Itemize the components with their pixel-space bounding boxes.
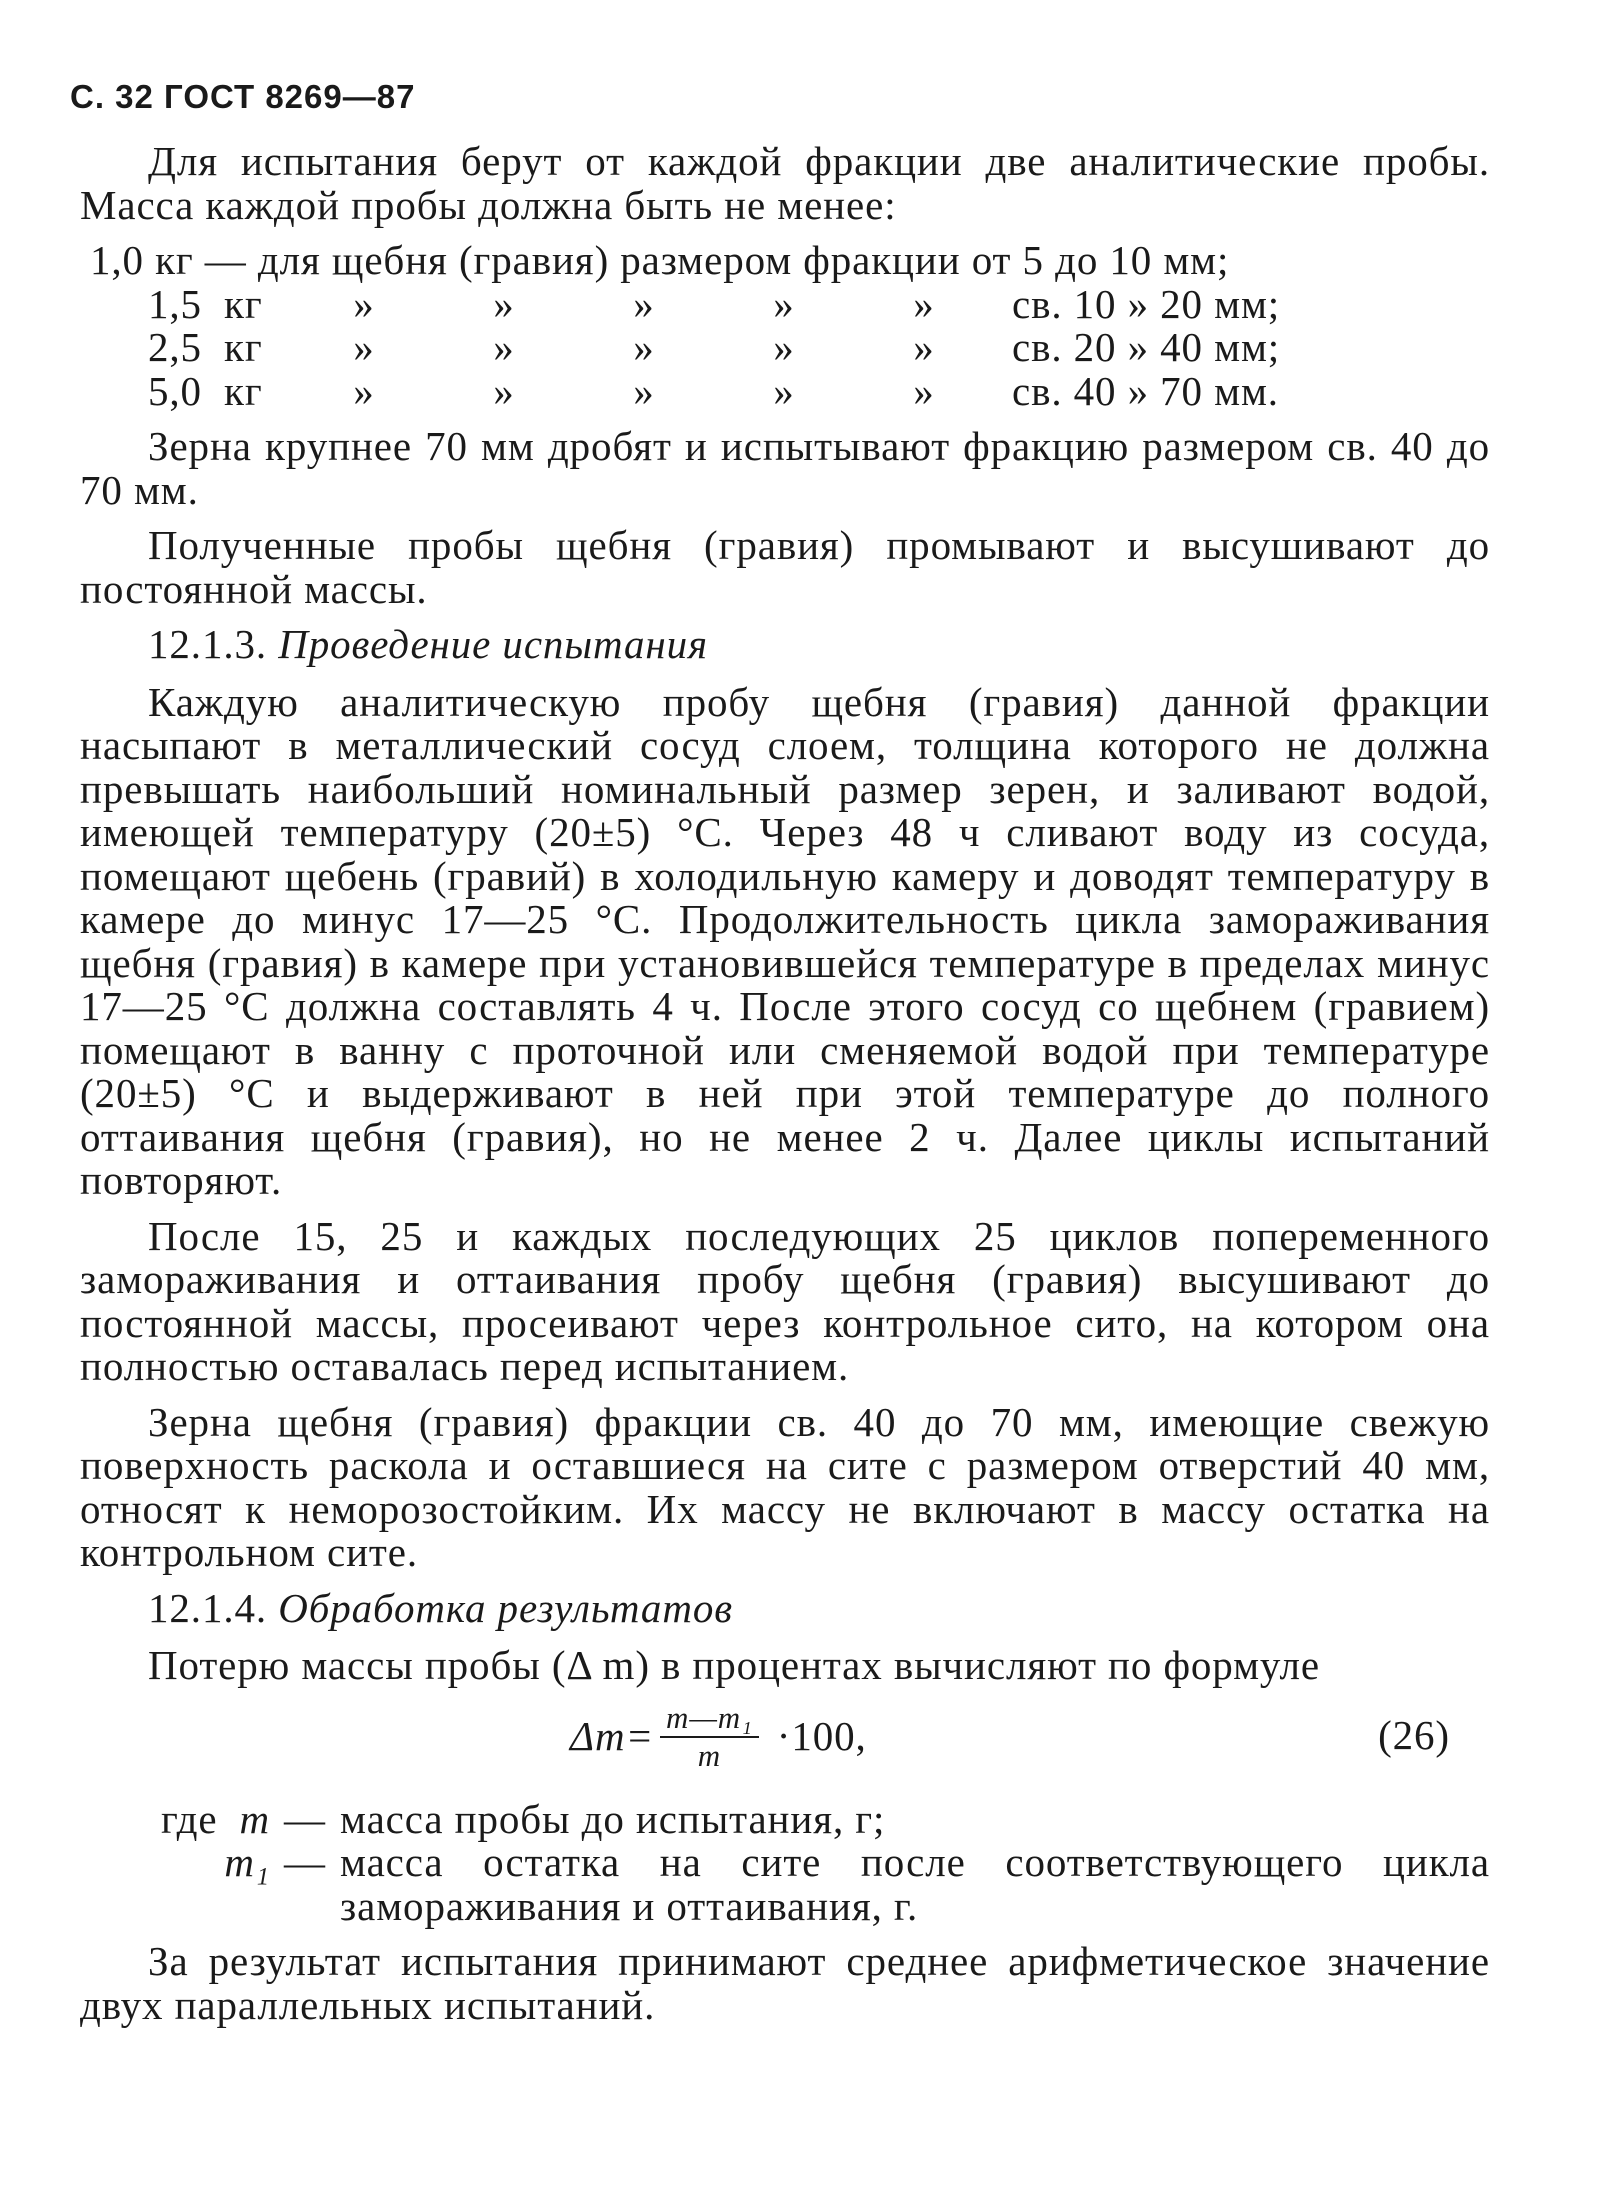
mass-row xyxy=(80,283,1280,327)
intro-paragraph: Для испытания берут от каждой фракции две аналитические пробы. Масса каждой пробы должна быть не менее: xyxy=(80,138,1490,228)
section-number: 12.1.4. xyxy=(148,1584,268,1631)
mass-row xyxy=(80,239,1280,283)
mass-loss-formula xyxy=(570,1700,867,1774)
formula-fraction xyxy=(660,1700,759,1774)
section-title: Проведение испытания xyxy=(278,621,709,667)
ditto-mark: » xyxy=(493,367,515,414)
mass-row xyxy=(80,370,1280,414)
fraction-range: св. 10 » 20 мм; xyxy=(1012,280,1281,327)
ditto-mark: » xyxy=(353,280,375,327)
ditto-mark: » xyxy=(773,280,795,327)
section-heading-12-1-3 xyxy=(80,623,1490,667)
grains-paragraph: Зерна щебня (гравия) фракции св. 40 до 70 мм, имеющие свежую поверхность раскола и оставшиеся на сите с размером отверстий 40 мм, относят к неморозостойким. Их массу не включают в массу остатка на контрольном сите. xyxy=(80,1398,1490,1575)
mass-unit: кг xyxy=(224,367,263,414)
mass-row xyxy=(80,326,1280,370)
document-body xyxy=(80,140,1490,2039)
mass-unit: кг xyxy=(224,280,263,327)
definition-row xyxy=(80,1841,1490,1928)
definition-text: масса пробы до испытания, г; xyxy=(340,1795,886,1842)
ditto-mark: » xyxy=(913,280,935,327)
ditto-mark: » xyxy=(773,367,795,414)
where-label: где xyxy=(160,1795,218,1842)
result-paragraph: За результат испытания принимают среднее арифметическое значение двух параллельных испытаний. xyxy=(80,1938,1490,2028)
section-number: 12.1.3. xyxy=(148,621,268,667)
page-header: С. 32 ГОСТ 8269—87 xyxy=(70,78,416,115)
formula-lhs: Δm= xyxy=(570,1712,655,1759)
mass-value: 1,5 xyxy=(148,280,202,327)
definition-dash: — xyxy=(284,1839,326,1885)
ditto-mark: » xyxy=(353,367,375,414)
formula-denominator: m xyxy=(697,1737,722,1773)
ditto-mark: » xyxy=(633,367,655,414)
definition-dash: — xyxy=(284,1795,326,1842)
section-heading-12-1-4 xyxy=(80,1584,1490,1631)
ditto-mark: » xyxy=(493,324,515,370)
mass-unit: кг xyxy=(224,324,263,370)
variable-definitions xyxy=(80,1795,1490,1929)
ditto-mark: » xyxy=(493,280,515,327)
procedure-paragraph: Каждую аналитическую пробу щебня (гравия) данной фракции насыпают в металлический сосуд слоем, толщина которого не должна превышать наибольший номинальный размер зерен, и заливают водой, имеющей температуру (20±5) °С. Через 48 ч сливают воду из сосуда, помещают щебень (гравий) в холодильную камеру и доводят температуру в камере до минус 17—25 °С. Продолжительность цикла замораживания щебня (гравия) в камере при установившейся температуре в пределах минус 17—25 °С должна составлять 4 ч. После этого сосуд со щебнем (гравием) помещают в ванну с проточной или сменяемой водой при температуре (20±5) °С и выдерживают в ней при этой температуре до полного оттаивания щебня (гравия), но не менее 2 ч. Далее циклы испытаний повторяют. xyxy=(80,678,1490,1203)
mass-value: 5,0 xyxy=(148,367,202,414)
crush-paragraph: Зерна крупнее 70 мм дробят и испытывают фракцию размером св. 40 до 70 мм. xyxy=(80,423,1490,513)
definition-row xyxy=(80,1795,1490,1842)
section-title: Обработка результатов xyxy=(278,1584,733,1631)
definition-text: масса остатка на сите после соответствующего цикла замораживания и оттаивания, г. xyxy=(340,1839,1490,1929)
ditto-mark: » xyxy=(633,324,655,370)
formula-tail: ·100, xyxy=(776,1712,867,1759)
cycles-paragraph: После 15, 25 и каждых последующих 25 циклов попеременного замораживания и оттаивания пробу щебня (гравия) высушивают до постоянной массы, просеивают через контрольное сито, на котором она полностью оставалась перед испытанием. xyxy=(80,1212,1490,1389)
mass-value: 2,5 xyxy=(148,324,202,370)
ditto-mark: » xyxy=(353,324,375,370)
loss-paragraph: Потерю массы пробы (Δ m) в процентах вычисляют по формуле xyxy=(148,1642,1320,1688)
ditto-mark: » xyxy=(913,324,935,370)
mass-row-text: 1,0 кг — для щебня (гравия) размером фракции от 5 до 10 мм; xyxy=(90,237,1230,283)
sample-mass-table xyxy=(80,239,1280,413)
formula-numerator: m—m₁ xyxy=(660,1700,759,1738)
fraction-range: св. 40 » 70 мм. xyxy=(1012,367,1279,414)
formula-26 xyxy=(80,1700,1490,1780)
fraction-range: св. 20 » 40 мм; xyxy=(1012,324,1281,370)
formula-number: (26) xyxy=(1378,1711,1450,1758)
ditto-mark: » xyxy=(633,280,655,327)
ditto-mark: » xyxy=(773,324,795,370)
ditto-mark: » xyxy=(913,367,935,414)
variable-symbol: m xyxy=(239,1795,270,1842)
variable-symbol: m₁ xyxy=(224,1839,270,1885)
wash-paragraph: Полученные пробы щебня (гравия) промывают и высушивают до постоянной массы. xyxy=(80,522,1490,612)
